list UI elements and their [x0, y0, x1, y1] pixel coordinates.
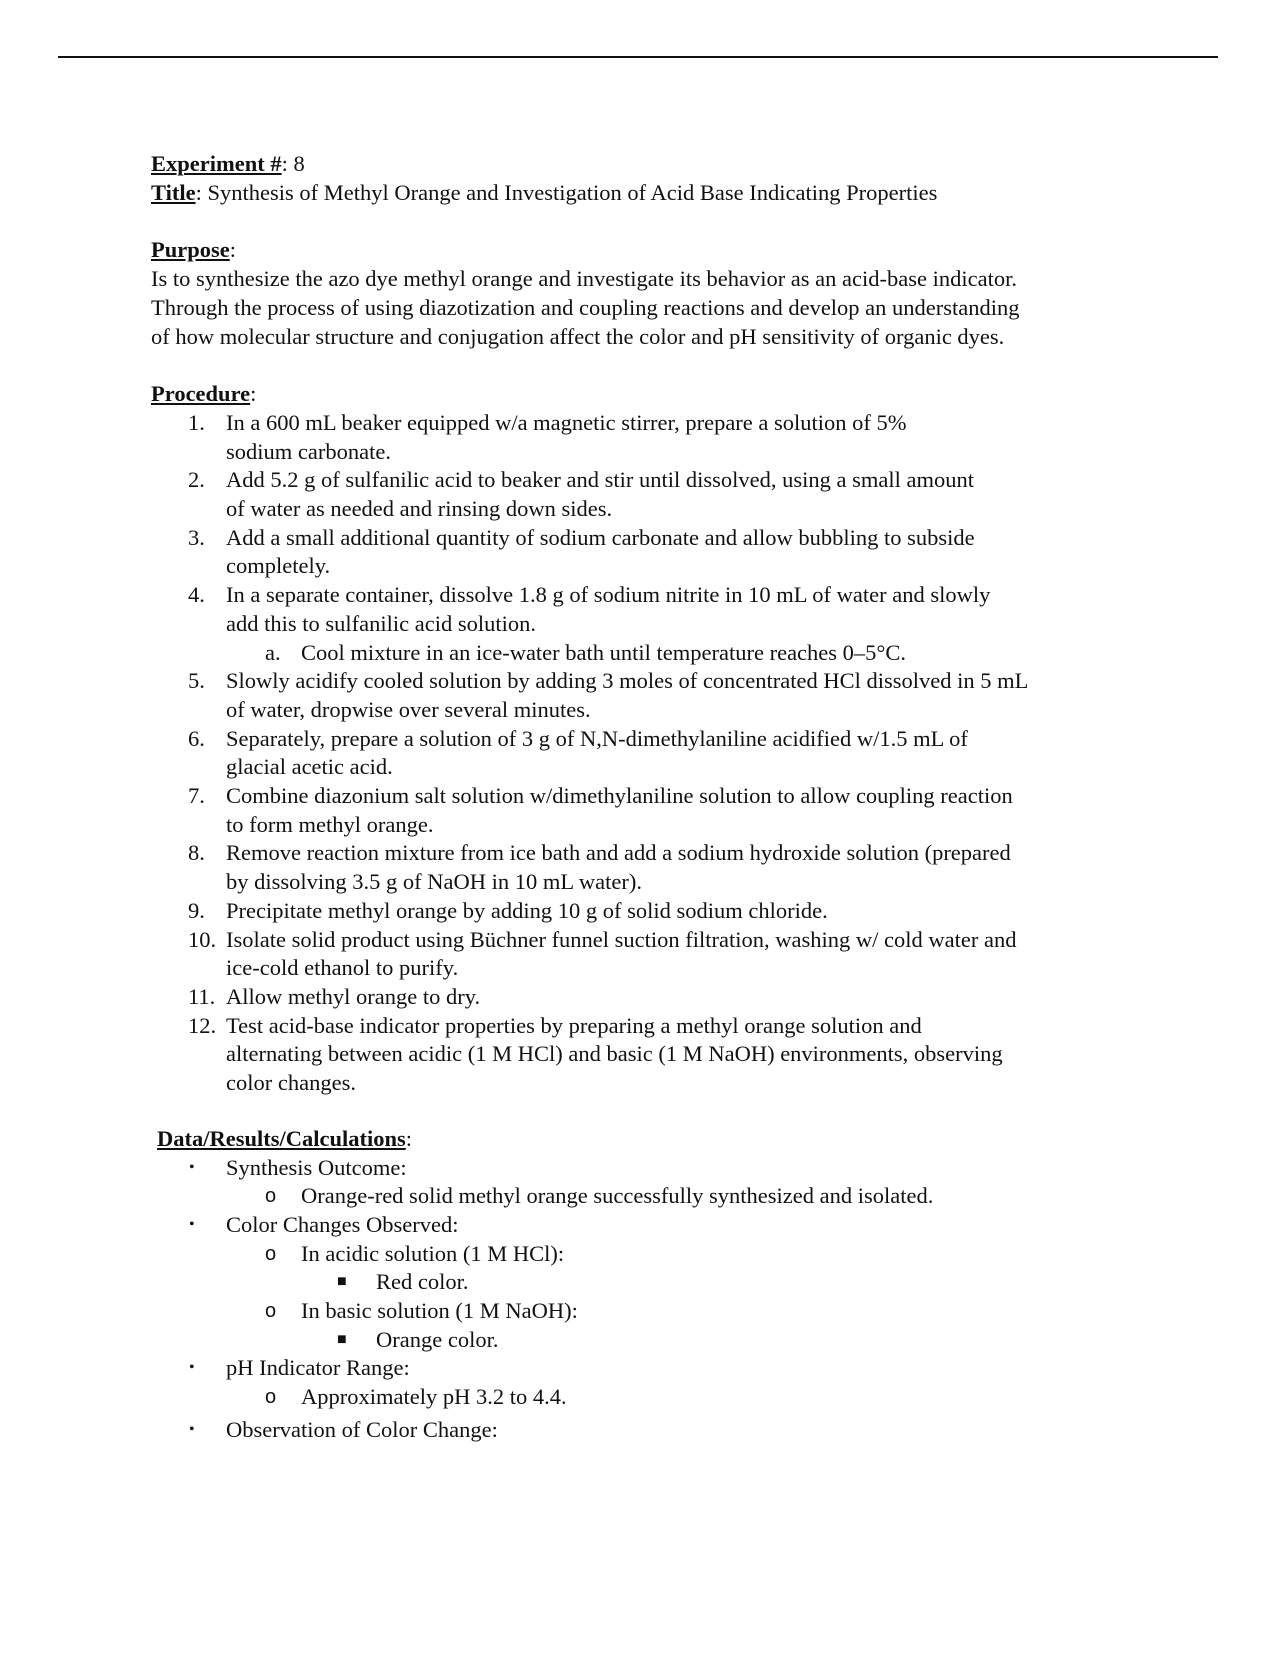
bullet-icon: •: [189, 1359, 195, 1377]
procedure-label: Procedure: [151, 381, 251, 407]
result-bullet: • pH Indicator Range:: [151, 1354, 1131, 1383]
result-subbullet: o Approximately pH 3.2 to 4.4.: [151, 1383, 1131, 1412]
procedure-step: 9. Precipitate methyl orange by adding 10 g of solid sodium chloride.: [188, 897, 828, 923]
header-rule: [58, 56, 1218, 58]
square-bullet-icon: ■: [337, 1330, 347, 1348]
title-label: Title: [151, 179, 196, 205]
purpose-text-line: Is to synthesize the azo dye methyl orange and investigate its behavior as an acid-base indicator.: [151, 266, 1017, 292]
document-body: [151, 150, 1131, 1445]
circle-bullet-icon: o: [265, 1185, 277, 1208]
result-subsubbullet: ■ Red color.: [151, 1268, 1131, 1297]
results-list: [151, 1154, 1131, 1445]
experiment-line: [151, 150, 1131, 179]
bullet-icon: •: [189, 1420, 195, 1438]
title-line: [151, 179, 1131, 208]
procedure-step: 12. Test acid-base indicator properties by preparing a methyl orange solution and alternating between acidic (1 M HCl) and basic (1 M NaOH) environments, observing color changes.: [188, 1012, 1003, 1096]
procedure-list-continued: [151, 667, 1131, 1098]
procedure-step: 2. Add 5.2 g of sulfanilic acid to beaker and stir until dissolved, using a small amount of water as needed and rinsing down sides.: [188, 467, 974, 522]
procedure-list: [151, 409, 1131, 639]
purpose-text-line: of how molecular structure and conjugation affect the color and pH sensitivity of organic dyes.: [151, 323, 1005, 349]
data-label: Data/Results/Calculations: [157, 1125, 406, 1151]
bullet-icon: •: [189, 1158, 195, 1176]
purpose-text-line: Through the process of using diazotization and coupling reactions and develop an understanding: [151, 294, 1020, 320]
procedure-step: 7. Combine diazonium salt solution w/dimethylaniline solution to allow coupling reaction to form methyl orange.: [188, 783, 1013, 837]
result-bullet: • Observation of Color Change:: [151, 1416, 1131, 1445]
procedure-step: 5. Slowly acidify cooled solution by adding 3 moles of concentrated HCl dissolved in 5 mL of water, dropwise over several minutes.: [188, 668, 1029, 722]
result-bullet: • Synthesis Outcome:: [151, 1154, 1131, 1183]
procedure-step: 11. Allow methyl orange to dry.: [188, 983, 481, 1009]
result-subbullet: o In basic solution (1 M NaOH):: [151, 1297, 1131, 1326]
procedure-step: 4. In a separate container, dissolve 1.8 g of sodium nitrite in 10 mL of water and slowly add this to sulfanilic acid solution.: [188, 582, 991, 636]
result-subsubbullet: ■ Orange color.: [151, 1326, 1131, 1355]
procedure-step: 10. Isolate solid product using Büchner funnel suction filtration, washing w/ cold water and ice-cold ethanol to purify.: [188, 926, 1017, 981]
procedure-step: 1. In a 600 mL beaker equipped w/a magnetic stirrer, prepare a solution of 5% sodium carbonate.: [188, 409, 907, 464]
experiment-value: : 8: [281, 151, 305, 176]
bullet-icon: •: [189, 1215, 195, 1233]
title-value: : Synthesis of Methyl Orange and Investigation of Acid Base Indicating Properties: [195, 179, 938, 205]
result-subbullet: o In acidic solution (1 M HCl):: [151, 1240, 1131, 1269]
circle-bullet-icon: o: [265, 1386, 277, 1409]
experiment-label: Experiment #: [151, 151, 282, 176]
result-bullet: • Color Changes Observed:: [151, 1211, 1131, 1240]
procedure-substep: a. Cool mixture in an ice-water bath until temperature reaches 0–5°C.: [265, 639, 907, 665]
result-subbullet: o Orange-red solid methyl orange successfully synthesized and isolated.: [151, 1182, 1131, 1211]
procedure-step: 6. Separately, prepare a solution of 3 g of N,N-dimethylaniline acidified w/1.5 mL of glacial acetic acid.: [188, 725, 968, 780]
purpose-heading: Purpose:: [151, 237, 237, 263]
square-bullet-icon: ■: [337, 1273, 347, 1291]
procedure-step: 3. Add a small additional quantity of sodium carbonate and allow bubbling to subside completely.: [188, 524, 975, 579]
procedure-step: 8. Remove reaction mixture from ice bath and add a sodium hydroxide solution (prepared by dissolving 3.5 g of NaOH in 10 mL water).: [188, 840, 1011, 895]
purpose-label: Purpose: [151, 237, 230, 263]
data-heading: Data/Results/Calculations:: [157, 1125, 413, 1151]
circle-bullet-icon: o: [265, 1242, 277, 1265]
procedure-heading: Procedure:: [151, 381, 257, 407]
circle-bullet-icon: o: [265, 1300, 277, 1323]
